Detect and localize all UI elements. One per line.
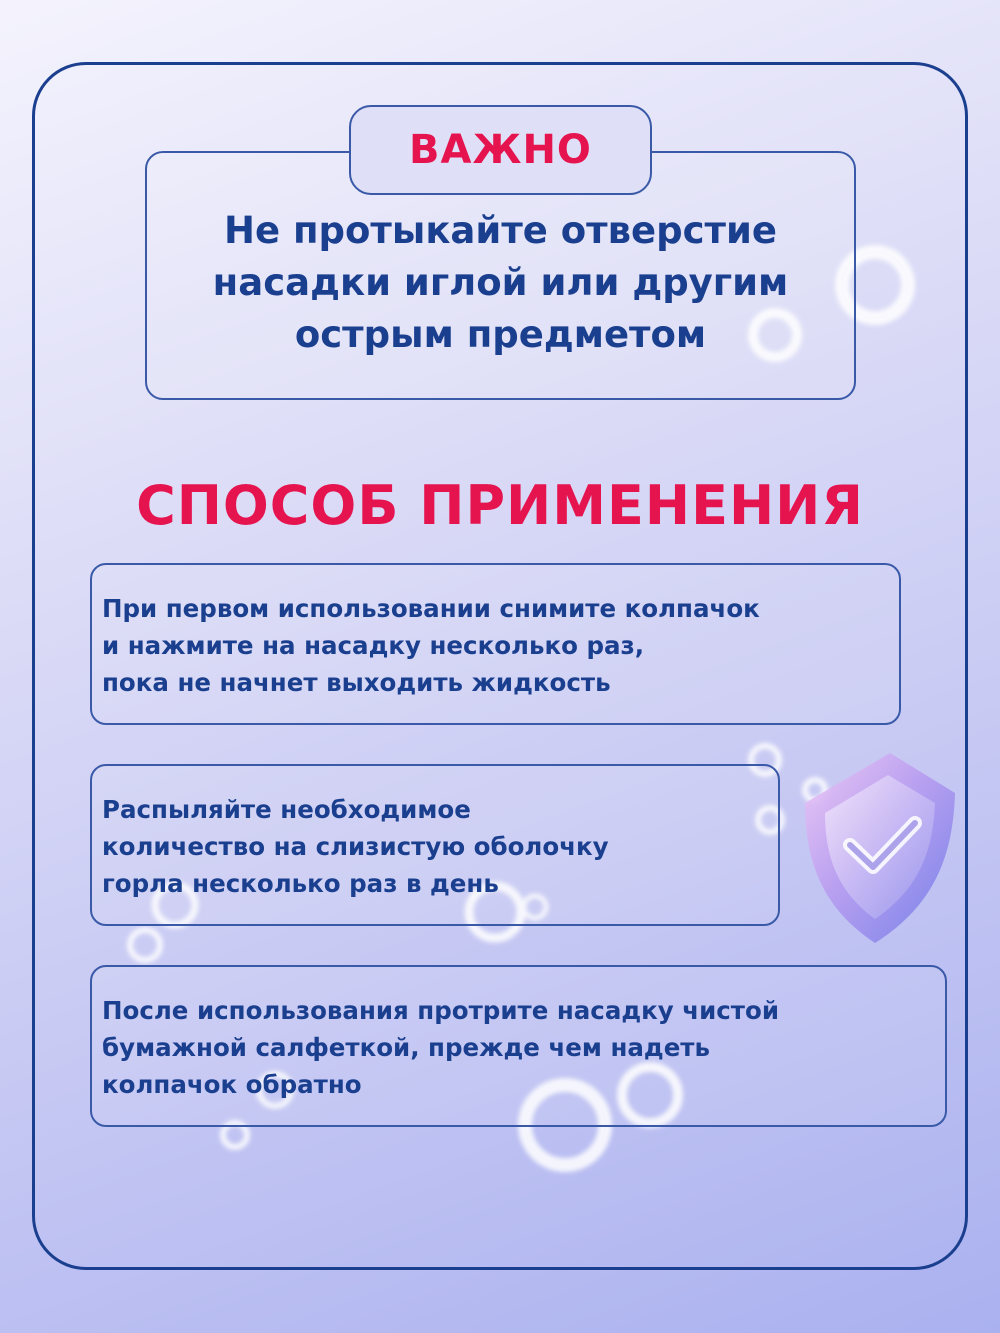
important-label: ВАЖНО <box>349 105 652 195</box>
shield-check-icon <box>795 745 965 950</box>
usage-step-2-text: Распыляйте необходимое количество на слизистую оболочку горла несколько раз в день <box>102 795 609 898</box>
important-text: Не протыкайте отверстие насадки иглой или другим острым предметом <box>212 209 789 356</box>
usage-step-3-text: После использования протрите насадку чистой бумажной салфеткой, прежде чем надеть колпачок обратно <box>102 996 779 1099</box>
usage-title: СПОСОБ ПРИМЕНЕНИЯ <box>136 474 864 537</box>
usage-step-1-text: При первом использовании снимите колпачок и нажмите на насадку несколько раз, пока не начнет выходить жидкость <box>102 594 760 697</box>
